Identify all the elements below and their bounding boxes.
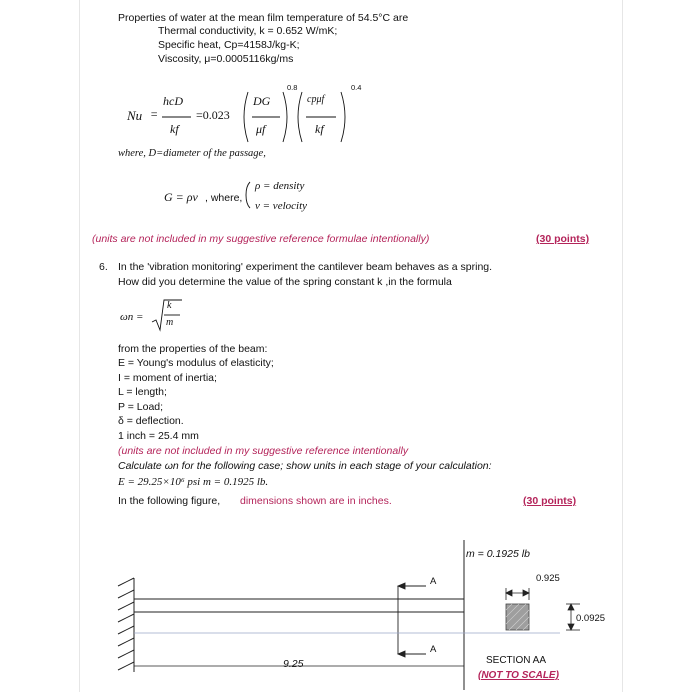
nusselt-formula-lines: [162, 92, 345, 142]
height-dimension: 0.0925: [576, 613, 606, 624]
omega-sqrt: [152, 300, 182, 330]
points-2: (30 points): [523, 495, 577, 507]
specific-heat: Specific heat, Cp=4158J/kg-K;: [158, 39, 300, 51]
section-title: SECTION AA: [486, 655, 547, 666]
calculate-instruction: Calculate ωn for the following case; show units in each stage of your calculation:: [118, 460, 492, 472]
def-E: E = Young's modulus of elasticity;: [118, 357, 274, 369]
section-marker-bottom: A: [430, 644, 437, 655]
beam-properties-intro: from the properties of the beam:: [118, 343, 268, 355]
omega-denominator: m: [166, 317, 174, 328]
g-where: , where,: [205, 192, 243, 204]
exponent-0-8: 0.8: [287, 83, 298, 92]
mass-label: m = 0.1925 lb: [466, 548, 530, 560]
term1-denominator: μf: [256, 122, 266, 136]
def-L: L = length;: [118, 386, 167, 398]
cantilever-beam: [134, 599, 464, 612]
exponent-0-4: 0.4: [351, 83, 362, 92]
units-note-2: (units are not included in my suggestive reference intentionally: [118, 445, 409, 457]
question-line-1: In the 'vibration monitoring' experiment the cantilever beam behaves as a spring.: [118, 261, 493, 273]
rho-density: ρ = density: [255, 180, 305, 192]
section-cut: [398, 583, 426, 657]
term2-denominator: kf: [315, 122, 324, 136]
inch-conversion: 1 inch = 25.4 mm: [118, 430, 199, 442]
width-dimension: 0.925: [536, 573, 560, 584]
question-number: 6.: [99, 261, 108, 273]
thermal-conductivity: Thermal conductivity, k = 0.652 W/mK;: [158, 25, 338, 37]
points-1: (30 points): [536, 233, 590, 245]
length-dimension: 9.25: [283, 658, 304, 670]
def-I: I = moment of inertia;: [118, 372, 217, 384]
given-values: E = 29.25×10⁶ psi m = 0.1925 lb.: [118, 476, 269, 488]
def-P: P = Load;: [118, 401, 164, 413]
omega-lhs: ωn =: [120, 311, 144, 323]
units-note-1: (units are not included in my suggestive reference formulae intentionally): [92, 233, 430, 245]
rho-v-brace: [246, 182, 250, 208]
not-to-scale: (NOT TO SCALE): [478, 670, 559, 681]
section-marker-top: A: [430, 576, 437, 587]
term2-numerator: cpμf: [307, 94, 325, 105]
nu-denominator: kf: [170, 122, 179, 136]
properties-heading: Properties of water at the mean film temperature of 54.5°C are: [118, 12, 409, 24]
term1-numerator: DG: [253, 94, 271, 108]
figure-line: In the following figure,: [118, 495, 221, 507]
fixed-wall: [118, 578, 134, 672]
def-delta: δ = deflection.: [118, 415, 184, 427]
nu-coefficient: =0.023: [196, 108, 230, 122]
width-dimension-line: [506, 588, 529, 600]
v-velocity: v = velocity: [255, 200, 308, 212]
question-line-2: How did you determine the value of the spring constant k ,in the formula: [118, 276, 452, 288]
omega-numerator: k: [167, 300, 172, 311]
figure-note: dimensions shown are in inches.: [240, 495, 392, 507]
nu-lhs: Nu: [127, 108, 143, 123]
viscosity: Viscosity, μ=0.0005116kg/ms: [158, 53, 294, 65]
g-expression: G = ρv: [164, 190, 198, 204]
cross-section-rect: [506, 604, 529, 630]
height-dimension-line: [566, 604, 580, 630]
where-diameter: where, D=diameter of the passage,: [118, 148, 266, 159]
nu-numerator: hcD: [163, 94, 183, 108]
